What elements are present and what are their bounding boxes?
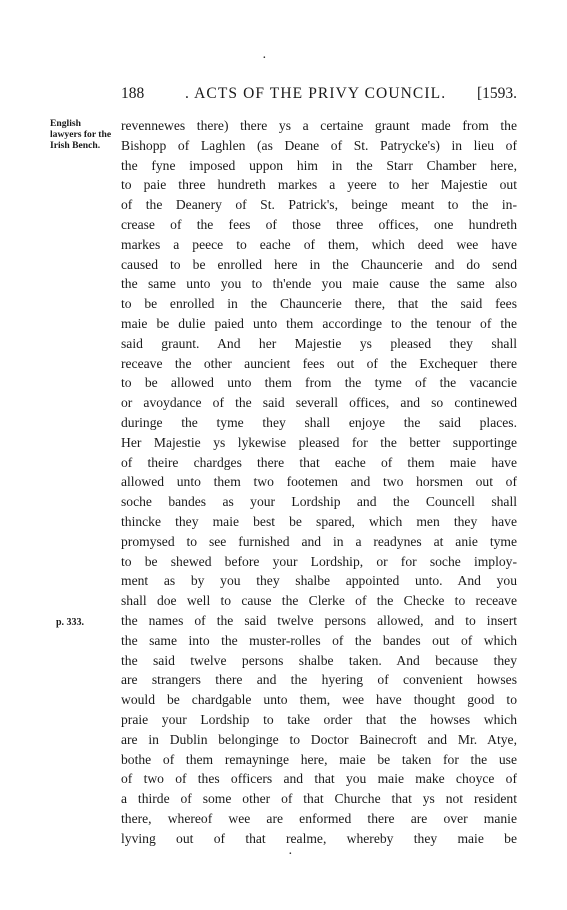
- text-line: of the Deanery of St. Patrick's, beinge meant to the in-: [121, 197, 517, 213]
- text-line: the same unto you to th'ende you maie cause the same also: [121, 276, 517, 292]
- margin-note-line: Irish Bench.: [50, 140, 101, 151]
- running-header: [121, 82, 517, 106]
- text-line: of theire chardges there that eache of them maie have: [121, 454, 517, 470]
- text-line: or avoydance of the said severall offices, and so continewed: [121, 395, 517, 411]
- margin-note: [50, 118, 122, 151]
- text-line: markes a peece to eache of them, which deed wee have: [121, 236, 517, 252]
- text-line: caused to be enrolled here in the Chauncerie and do send: [121, 256, 517, 272]
- running-title: . ACTS OF THE PRIVY COUNCIL.: [185, 85, 447, 102]
- text-line: are strangers there and the hyering of convenient howses: [121, 672, 517, 688]
- text-line: receave the other auncient fees out of the Exchequer there: [121, 355, 517, 371]
- text-line: the said twelve persons shalbe taken. And because they: [121, 652, 517, 668]
- text-line: to be shewed before your Lordship, or for soche imploy-: [121, 553, 517, 569]
- text-line: of two of thes officers and that you maie make choyce of: [121, 771, 517, 787]
- text-line: Bishopp of Laghlen (as Deane of St. Patrycke's) in lieu of: [121, 137, 517, 153]
- text-line: the names of the said twelve persons allowed, and to insert: [121, 612, 517, 628]
- text-line: to paie three hundreth markes a yeere to her Majestie out: [121, 177, 517, 193]
- printer-mark-top: ·: [262, 51, 267, 66]
- text-line: allowed unto them two footemen and two horsmen out of: [121, 474, 517, 490]
- text-line: duringe the tyme they shall enjoye the said places.: [121, 414, 517, 430]
- text-line: said graunt. And her Majestie ys pleased they shall: [121, 335, 517, 351]
- text-line: crease of the fees of those three offices, one hundreth: [121, 216, 517, 232]
- text-line: are in Dublin belonginge to Doctor Bainecroft and Mr. Atye,: [121, 731, 517, 747]
- text-line: soche bandes as your Lordship and the Councell shall: [121, 494, 517, 510]
- body-text: [121, 116, 517, 848]
- printer-mark-bottom: ·: [288, 847, 293, 862]
- text-line: a thirde of some other of that Churche that ys not resident: [121, 791, 517, 807]
- text-line: the fyne imposed uppon him in the Starr Chamber here,: [121, 157, 517, 173]
- text-line: to be enrolled in the Chauncerie there, that the said fees: [121, 296, 517, 312]
- text-line: ment as by you they shalbe appointed unto. And you: [121, 573, 517, 589]
- text-line: revennewes there) there ys a certaine graunt made from the: [121, 118, 517, 133]
- header-year: [1593.: [476, 85, 517, 102]
- text-line: praie your Lordship to take order that the howses which: [121, 711, 517, 727]
- text-line: maie be dulie paied unto them accordinge to the tenour of the: [121, 315, 517, 331]
- text-line: would be chardgable unto them, wee have thought good to: [121, 692, 517, 708]
- page-number: 188: [121, 85, 145, 102]
- text-line: lyving out of that realme, whereby they maie be: [121, 830, 517, 846]
- text-line: thincke they maie best be spared, which men they have: [121, 513, 517, 529]
- text-line: Her Majestie ys lykewise pleased for the better supportinge: [121, 434, 517, 450]
- text-line: there, whereof wee are enformed there are over manie: [121, 810, 517, 826]
- text-line: to be allowed unto them from the tyme of the vacancie: [121, 375, 517, 391]
- text-line: promysed to see furnished and in a readynes at anie tyme: [121, 533, 517, 549]
- page-reference: p. 333.: [56, 617, 85, 628]
- margin-note-line: English: [50, 118, 81, 129]
- text-line: shall doe well to cause the Clerke of the Checke to receave: [121, 593, 517, 609]
- text-line: bothe of them remayninge here, maie be taken for the use: [121, 751, 517, 767]
- text-line: the same into the muster-rolles of the bandes out of which: [121, 632, 517, 648]
- margin-note-line: lawyers for the: [50, 129, 112, 140]
